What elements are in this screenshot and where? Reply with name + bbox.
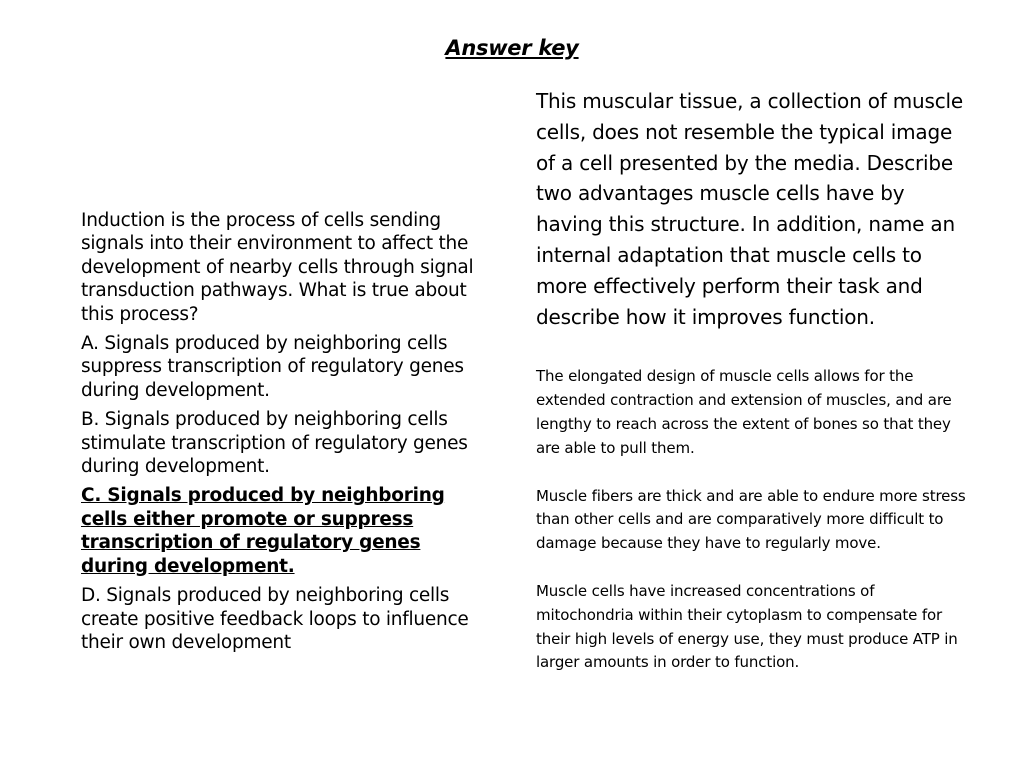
option-d: D. Signals produced by neighboring cells create positive feedback loops to influence their own development [81, 585, 469, 653]
option-c-correct-answer: C. Signals produced by neighboring cells either promote or suppress transcription of regulatory genes during development. [81, 485, 445, 577]
page-title: Answer key [445, 36, 579, 60]
answer-paragraph-3: Muscle cells have increased concentrations of mitochondria within their cytoplasm to compensate for their high levels of energy use, they must produce ATP in larger amounts in order to function. [536, 581, 958, 672]
answer-paragraph-1: The elongated design of muscle cells allows for the extended contraction and extension of muscles, and are lengthy to reach across the extent of bones so that they are able to pull them. [536, 367, 952, 457]
free-response-prompt: This muscular tissue, a collection of muscle cells, does not resemble the typical image of a cell presented by the media. Describe two advantages muscle cells have by having this structure. In addition, name an internal adaptation that muscle cells to more effectively perform their task and describe how it improves function. [536, 89, 964, 329]
question-prompt: Induction is the process of cells sending signals into their environment to affect the development of nearby cells through signal transduction pathways. What is true about this process? [81, 210, 474, 325]
multiple-choice-question [81, 209, 476, 660]
answer-paragraph-2: Muscle fibers are thick and are able to endure more stress than other cells and are comparatively more difficult to damage because they have to regularly move. [536, 486, 966, 553]
option-b: B. Signals produced by neighboring cells stimulate transcription of regulatory genes during development. [81, 409, 468, 478]
free-response-question [536, 86, 976, 675]
option-a: A. Signals produced by neighboring cells suppress transcription of regulatory genes during development. [81, 333, 464, 401]
